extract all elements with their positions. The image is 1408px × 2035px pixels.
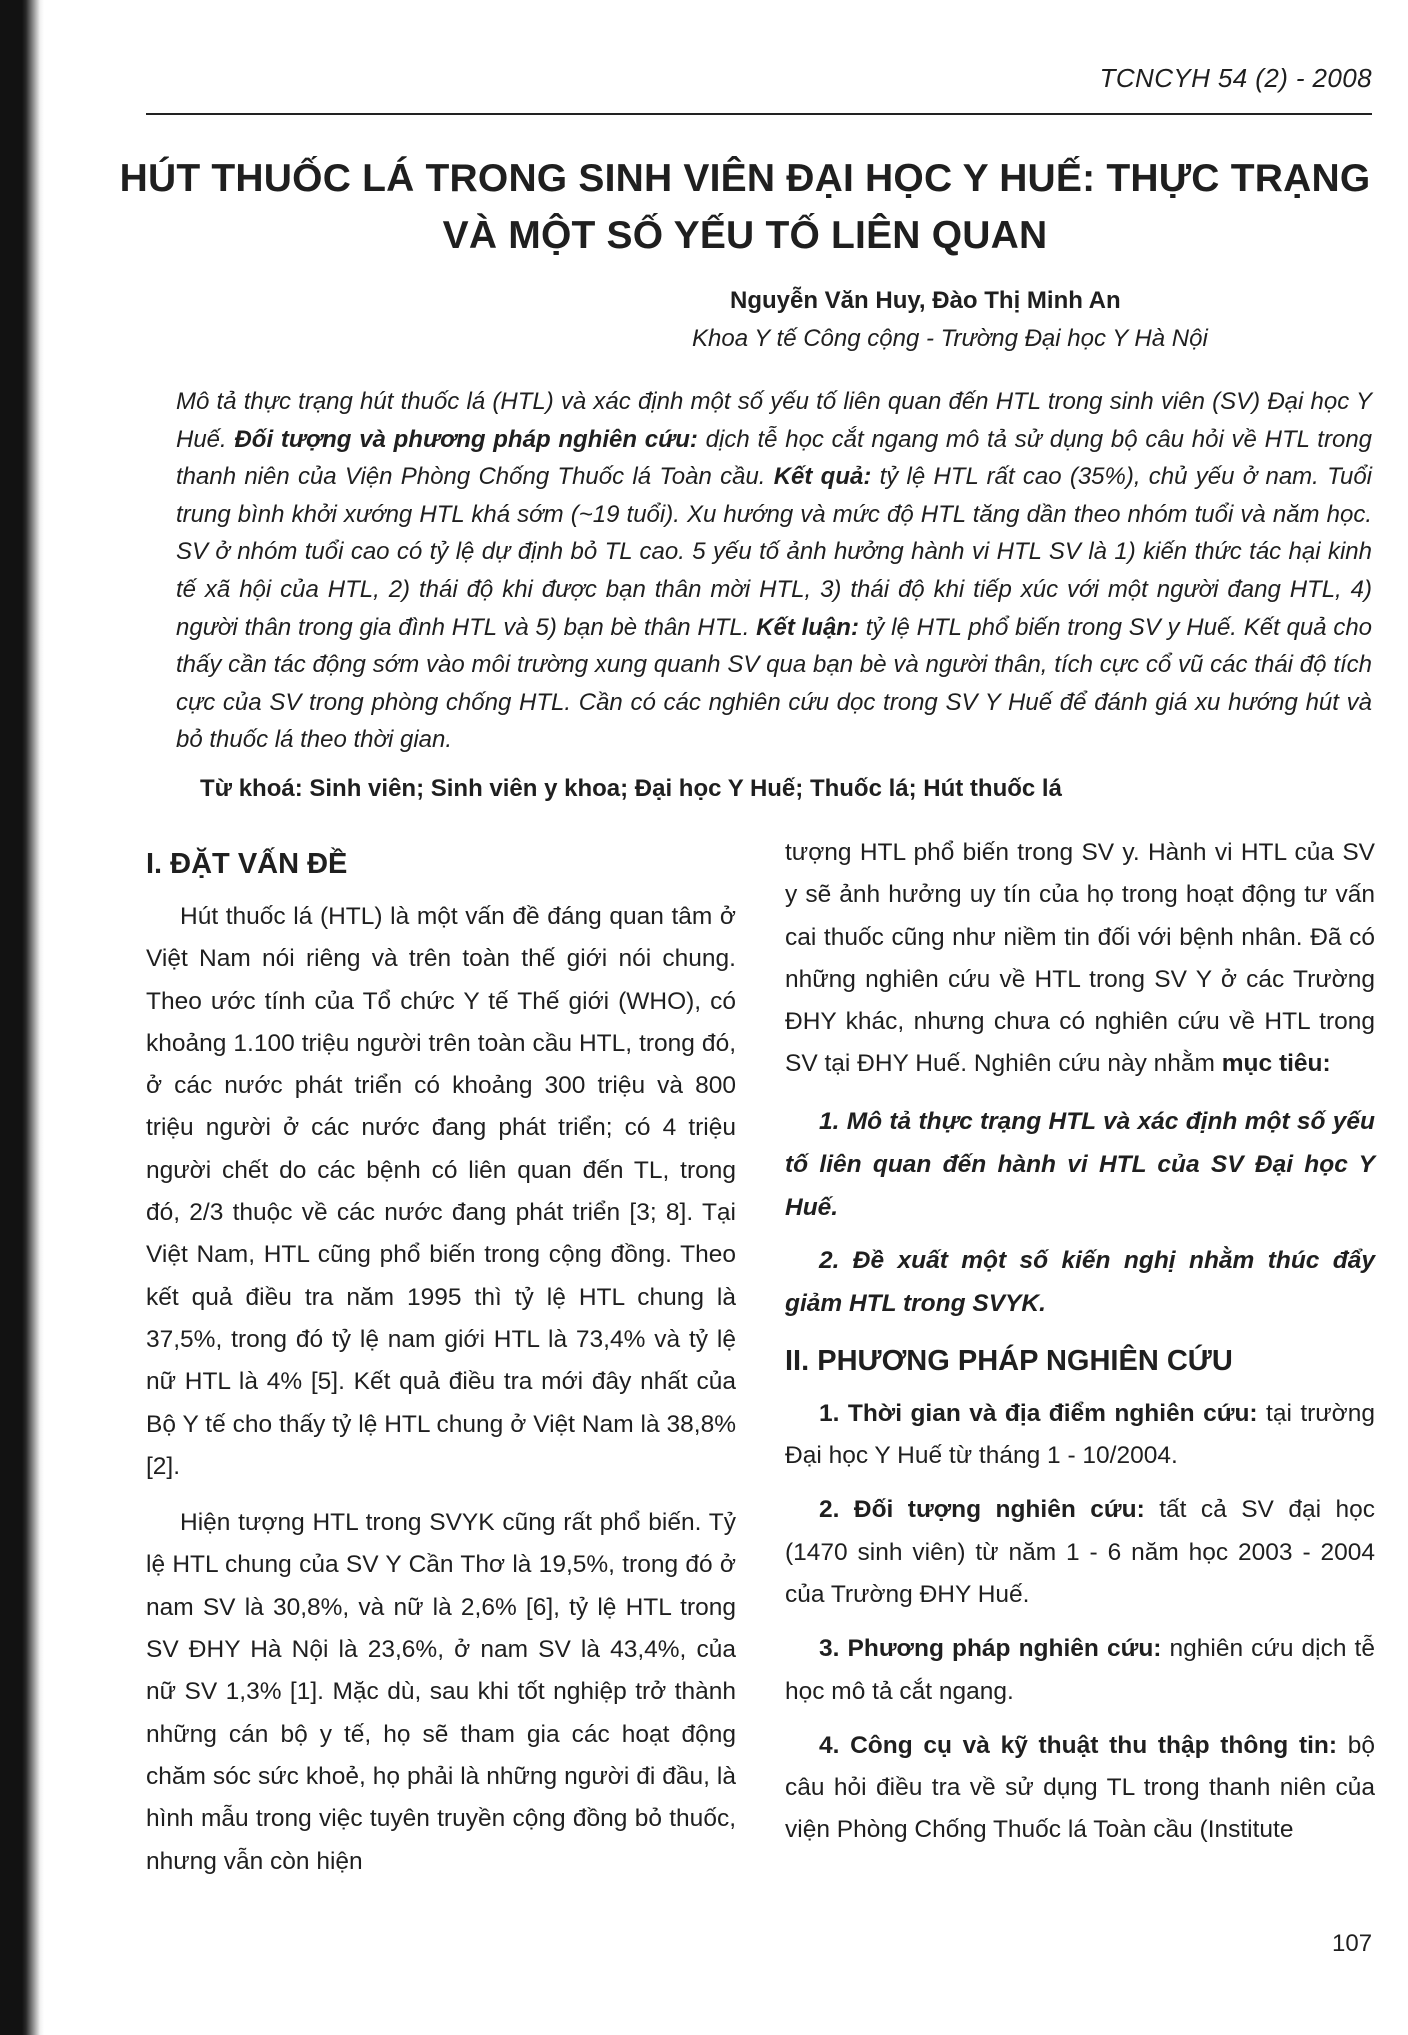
method-item-text: bộ câu hỏi điều tra về sử dụng TL trong thanh niên của viện Phòng Chống Thuốc lá Toàn cầu (Institute [785, 1731, 1375, 1844]
method-item-tools [785, 1725, 1375, 1852]
scan-margin-shadow [0, 0, 44, 2035]
abstract-methods-label: Đối tượng và phương pháp nghiên cứu: [234, 425, 698, 453]
method-item-design [785, 1628, 1375, 1713]
method-item-label: 4. Công cụ và kỹ thuật thu thập thông tin: [819, 1731, 1338, 1759]
method-item-text: nghiên cứu dịch tễ học mô tả cắt ngang. [785, 1635, 1375, 1705]
method-item-label: 3. Phương pháp nghiên cứu: [819, 1635, 1162, 1663]
method-item-label: 1. Thời gian và địa điểm nghiên cứu: [819, 1399, 1258, 1427]
abstract-results-text: tỷ lệ HTL rất cao (35%), chủ yếu ở nam. Tuổi trung bình khởi xướng HTL khá sớm (~19 tuổi). Xu hướng và mức độ HTL tăng dần theo nhóm tuổi và năm học. SV ở nhóm tuổi cao có tỷ lệ dự định bỏ TL cao. 5 yếu tố ảnh hưởng hành vi HTL SV là 1) kiến thức tác hại kinh tế xã hội của HTL, 2) thái độ khi được bạn thân mời HTL, 3) thái độ khi tiếp xúc với một người đang HTL, 4) người thân trong gia đình HTL và 5) bạn bè thân HTL. [176, 463, 1372, 641]
journal-reference: TCNCYH 54 (2) - 2008 [1099, 63, 1372, 93]
introduction-paragraph-2: Hiện tượng HTL trong SVYK cũng rất phổ biến. Tỷ lệ HTL chung của SV Y Cần Thơ là 19,5%, trong đó ở nam SV là 30,8%, và nữ là 2,6% [6], tỷ lệ HTL trong SV ĐHY Hà Nội là 23,6%, ở nam SV là 43,4%, của nữ SV 1,3% [1]. Mặc dù, sau khi tốt nghiệp trở thành những cán bộ y tế, họ sẽ tham gia các hoạt động chăm sóc sức khoẻ, họ phải là những người đi đầu, là hình mẫu trong việc tuyên truyền cộng đồng bỏ thuốc, nhưng vẫn còn hiện [146, 1509, 736, 1875]
method-item-label: 2. Đối tượng nghiên cứu: [819, 1496, 1145, 1524]
page-number: 107 [1332, 1930, 1373, 1957]
introduction-continuation [785, 832, 1375, 1086]
objective-1: 1. Mô tả thực trạng HTL và xác định một số yếu tố liên quan đến hành vi HTL của SV Đại học Y Huế. [785, 1107, 1375, 1221]
keywords: Từ khoá: Sinh viên; Sinh viên y khoa; Đại học Y Huế; Thuốc lá; Hút thuốc lá [200, 775, 1062, 802]
article-title: HÚT THUỐC LÁ TRONG SINH VIÊN ĐẠI HỌC Y HUẾ: THỰC TRẠNG VÀ MỘT SỐ YẾU TỐ LIÊN QUAN [119, 157, 1371, 257]
abstract-intro: Mô tả thực trạng hút thuốc lá (HTL) và xác định một số yếu tố liên quan đến HTL trong sinh viên (SV) Đại học Y Huế. [176, 388, 1372, 453]
method-item-text: tại trường Đại học Y Huế từ tháng 1 - 10/2004. [785, 1399, 1376, 1470]
right-column [785, 832, 1375, 1852]
article-authors: Nguyễn Văn Huy, Đào Thị Minh An [730, 287, 1121, 314]
method-item-text: tất cả SV đại học (1470 sinh viên) từ năm 1 - 6 năm học 2003 - 2004 của Trường ĐHY Huế. [785, 1496, 1375, 1608]
left-column [146, 832, 736, 1883]
section-heading-introduction: I. ĐẶT VẤN ĐỀ [146, 848, 348, 880]
section-heading-methods: II. PHƯƠNG PHÁP NGHIÊN CỨU [785, 1344, 1233, 1377]
objective-2: 2. Đề xuất một số kiến nghị nhằm thúc đẩy giảm HTL trong SVYK. [785, 1246, 1375, 1317]
abstract-conclusion-label: Kết luận: [756, 613, 859, 641]
abstract-methods-text: dịch tễ học cắt ngang mô tả sử dụng bộ câu hỏi về HTL trong thanh niên của Viện Phòng Chống Thuốc lá Toàn cầu. [176, 425, 1373, 491]
introduction-paragraph-1: Hút thuốc lá (HTL) là một vấn đề đáng quan tâm ở Việt Nam nói riêng và trên toàn thế giới nói chung. Theo ước tính của Tổ chức Y tế Thế giới (WHO), có khoảng 1.100 triệu người trên toàn cầu HTL, trong đó, ở các nước phát triển có khoảng 300 triệu và 800 triệu người ở các nước đang phát triển; có 4 triệu người chết do các bệnh có liên quan đến TL, trong đó, 2/3 thuộc về các nước đang phát triển [3; 8]. Tại Việt Nam, HTL cũng phổ biến trong cộng đồng. Theo kết quả điều tra năm 1995 thì tỷ lệ HTL chung là 37,5%, trong đó tỷ lệ nam giới HTL là 73,4% và tỷ lệ nữ HTL là 4% [5]. Kết quả điều tra mới đây nhất của Bộ Y tế cho thấy tỷ lệ HTL chung ở Việt Nam là 38,8% [2]. [146, 903, 736, 1480]
objectives-label: mục tiêu: [1221, 1050, 1331, 1078]
method-item-subjects [785, 1489, 1375, 1616]
continuation-text: tượng HTL phổ biến trong SV y. Hành vi HTL của SV y sẽ ảnh hưởng uy tín của họ trong hoạt động tư vấn cai thuốc cũng như niềm tin đối với bệnh nhân. Đã có những nghiên cứu về HTL trong SV Y ở các Trường ĐHY khác, nhưng chưa có nghiên cứu về HTL trong SV tại ĐHY Huế. Nghiên cứu này nhằm [785, 839, 1375, 1078]
header-rule [146, 113, 1372, 115]
author-affiliation: Khoa Y tế Công cộng - Trường Đại học Y Hà Nội [692, 325, 1208, 352]
method-item-time-place [785, 1393, 1375, 1478]
abstract [176, 383, 1372, 759]
abstract-results-label: Kết quả: [773, 463, 872, 491]
abstract-conclusion-text: tỷ lệ HTL phổ biến trong SV y Huế. Kết quả cho thấy cần tác động sớm vào môi trường xung quanh SV qua bạn bè và người thân, tích cực cổ vũ các thái độ tích cực của SV trong phòng chống HTL. Cần có các nghiên cứu dọc trong SV Y Huế để đánh giá xu hướng hút và bỏ thuốc lá theo thời gian. [176, 613, 1373, 754]
